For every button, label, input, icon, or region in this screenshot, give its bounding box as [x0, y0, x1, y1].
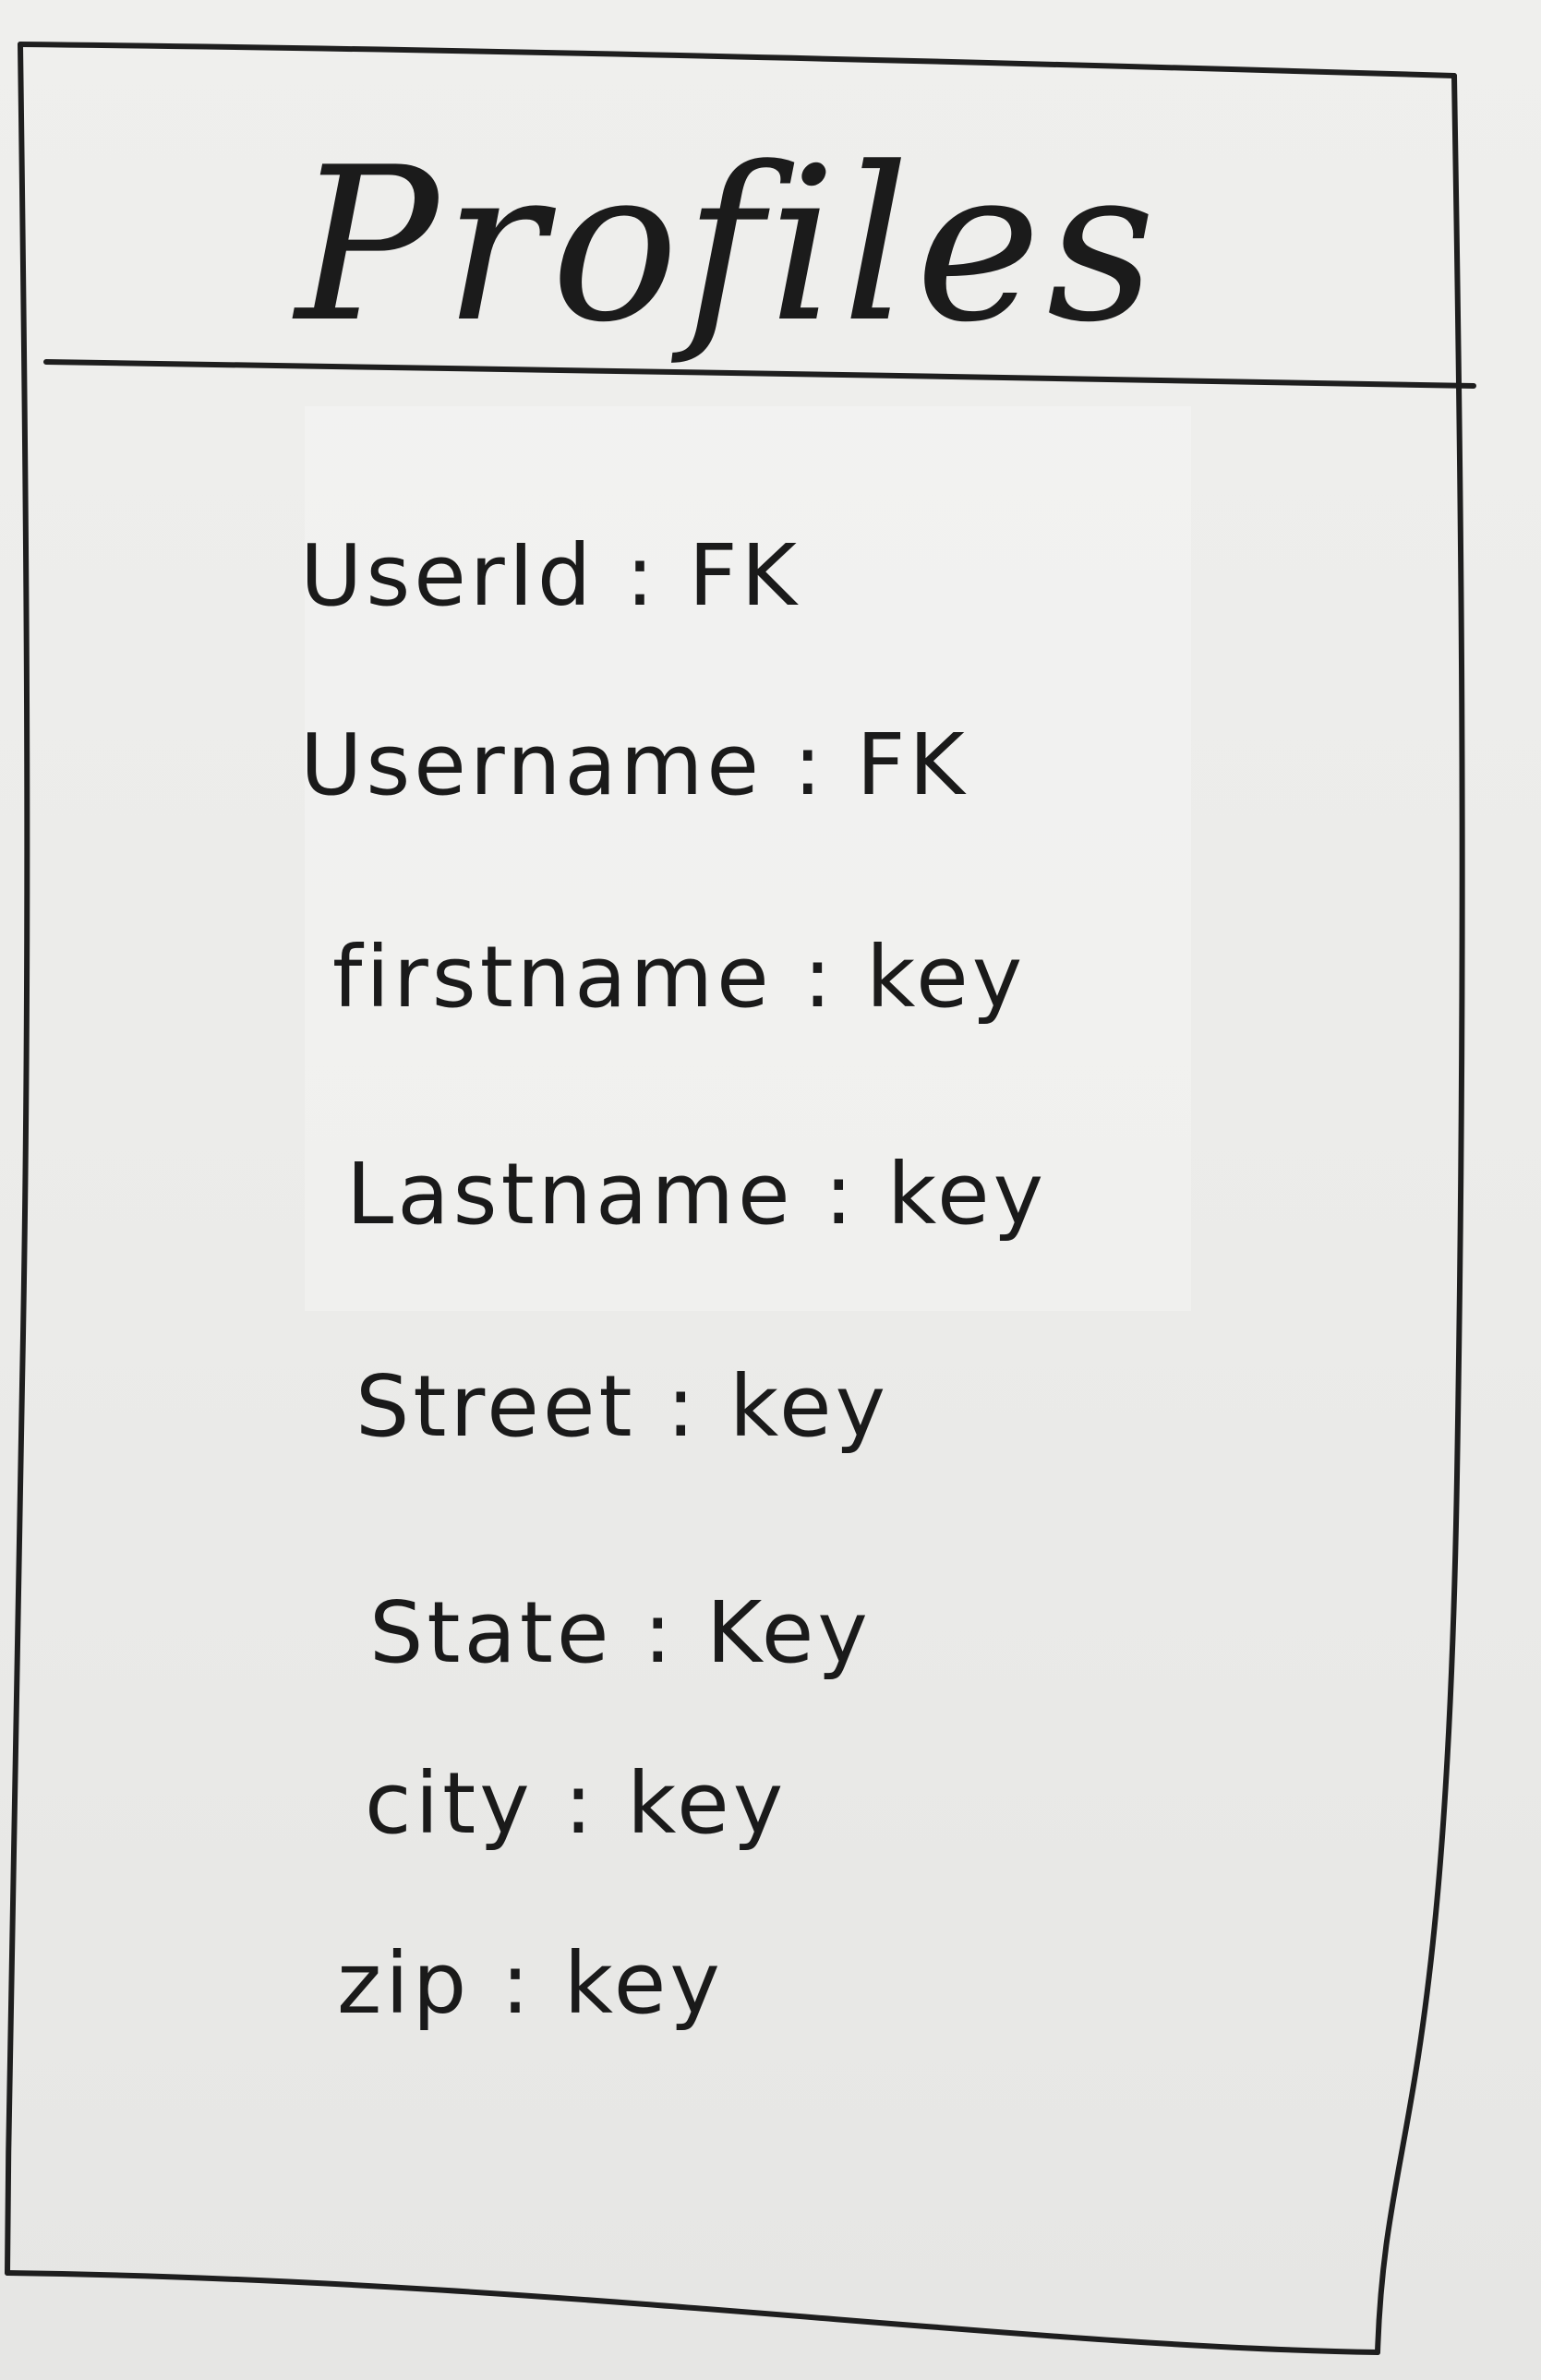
- entity-box-bottom-edge: [7, 2273, 1378, 2352]
- entity-title: Profiles: [295, 123, 1162, 369]
- attribute-list: [300, 526, 1047, 2033]
- attribute-city: city : key: [365, 1754, 788, 1853]
- entity-box-left-edge: [7, 44, 27, 2273]
- entity-box-right-edge: [1378, 76, 1463, 2352]
- entity-box-top-edge: [20, 44, 1454, 76]
- attribute-state: State : Key: [369, 1583, 872, 1682]
- attribute-userid: UserId : FK: [300, 526, 801, 625]
- attribute-lastname: Lastname : key: [346, 1145, 1048, 1244]
- attribute-zip: zip : key: [337, 1934, 724, 2033]
- attribute-firstname: firstname : key: [332, 928, 1027, 1027]
- attribute-username: Username : FK: [300, 715, 969, 814]
- attribute-street: Street : key: [355, 1357, 890, 1456]
